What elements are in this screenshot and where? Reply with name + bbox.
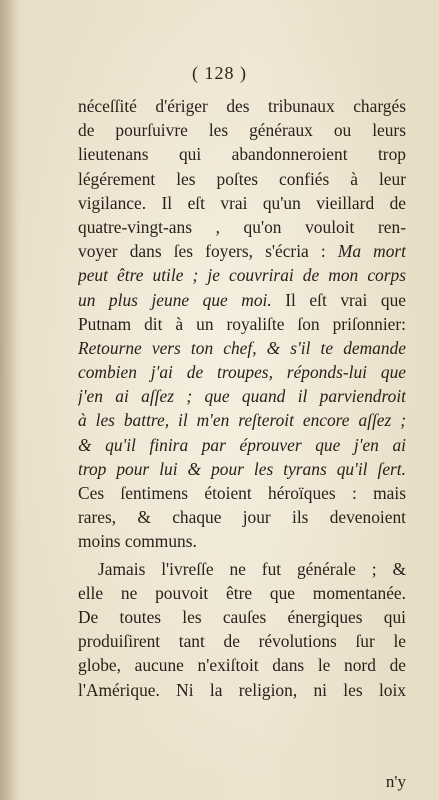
- text-run: Ces ſentimens étoient héroïques : mais: [78, 483, 406, 503]
- text-line: [78, 581, 406, 605]
- text-run: moins communs.: [78, 531, 197, 552]
- text-run: l'Amérique. Ni la religion, ni les loix: [78, 679, 406, 700]
- page-number: ( 128 ): [192, 63, 247, 83]
- italic-text: Retourne vers ton chef, & s'il te demande: [78, 337, 406, 358]
- text-run: vigilance. Il eſt vrai qu'un vieillard de: [78, 192, 406, 213]
- text-line: [78, 557, 406, 581]
- text-line: [78, 312, 406, 336]
- italic-text: à les battre, il m'en reſteroit encore aſſez ;: [78, 410, 406, 431]
- text-line: [78, 336, 406, 360]
- text-run: Il eſt vrai que: [271, 289, 406, 310]
- text-line: [78, 433, 406, 457]
- text-run: quatre-vingt-ans , qu'on vouloit ren-: [78, 216, 406, 237]
- text-line: [78, 653, 406, 677]
- text-line: [78, 239, 406, 263]
- text-line: [78, 529, 406, 553]
- text-run: légérement les poſtes confiés à leur: [78, 168, 406, 189]
- body-text: [78, 94, 406, 702]
- text-line: [78, 263, 406, 287]
- text-line: [78, 191, 406, 215]
- italic-text: & qu'il finira par éprouver que j'en ai: [78, 434, 406, 455]
- text-line: [78, 118, 406, 142]
- text-run: De toutes les cauſes énergiques qui: [78, 606, 406, 627]
- italic-text: peut être utile ; je couvrirai de mon corps: [78, 265, 406, 286]
- text-run: Jamais l'ivreſſe ne fut générale ; &: [98, 558, 406, 579]
- text-run: de pourſuivre les généraux ou leurs: [78, 120, 406, 141]
- spine-shadow: [0, 0, 18, 800]
- text-line: [78, 94, 406, 118]
- text-line: [78, 605, 406, 629]
- text-line: [78, 142, 406, 166]
- catchword: n'y: [385, 772, 406, 791]
- text-run: globe, aucune n'exiſtoit dans le nord de: [78, 655, 406, 676]
- text-line: [78, 167, 406, 191]
- text-run: néceſſité d'ériger des tribunaux chargés: [78, 96, 406, 116]
- text-line: [78, 678, 406, 702]
- italic-text: Ma mort: [337, 241, 406, 262]
- text-run: rares, & chaque jour ils devenoient: [78, 507, 406, 528]
- text-line: [78, 408, 406, 432]
- text-line: [78, 481, 406, 505]
- text-line: [78, 215, 406, 239]
- text-line: [78, 457, 406, 481]
- italic-text: j'en ai aſſez ; que quand il parviendroit: [78, 386, 406, 407]
- text-line: [78, 288, 406, 312]
- text-line: [78, 360, 406, 384]
- text-line: [78, 629, 406, 653]
- italic-text: trop pour lui & pour les tyrans qu'il ſert.: [78, 458, 406, 479]
- text-line: [78, 384, 406, 408]
- text-line: [78, 505, 406, 529]
- text-run: voyer dans ſes foyers, s'écria :: [78, 241, 338, 262]
- italic-text: un plus jeune que moi.: [78, 289, 272, 310]
- text-run: elle ne pouvoit être que momentanée.: [78, 582, 406, 603]
- text-run: Putnam dit à un royaliſte ſon priſonnier:: [78, 313, 406, 334]
- text-run: produiſirent tant de révolutions ſur le: [78, 631, 406, 652]
- text-run: lieutenans qui abandonneroient trop: [78, 144, 406, 165]
- italic-text: combien j'ai de troupes, réponds-lui que: [78, 362, 406, 383]
